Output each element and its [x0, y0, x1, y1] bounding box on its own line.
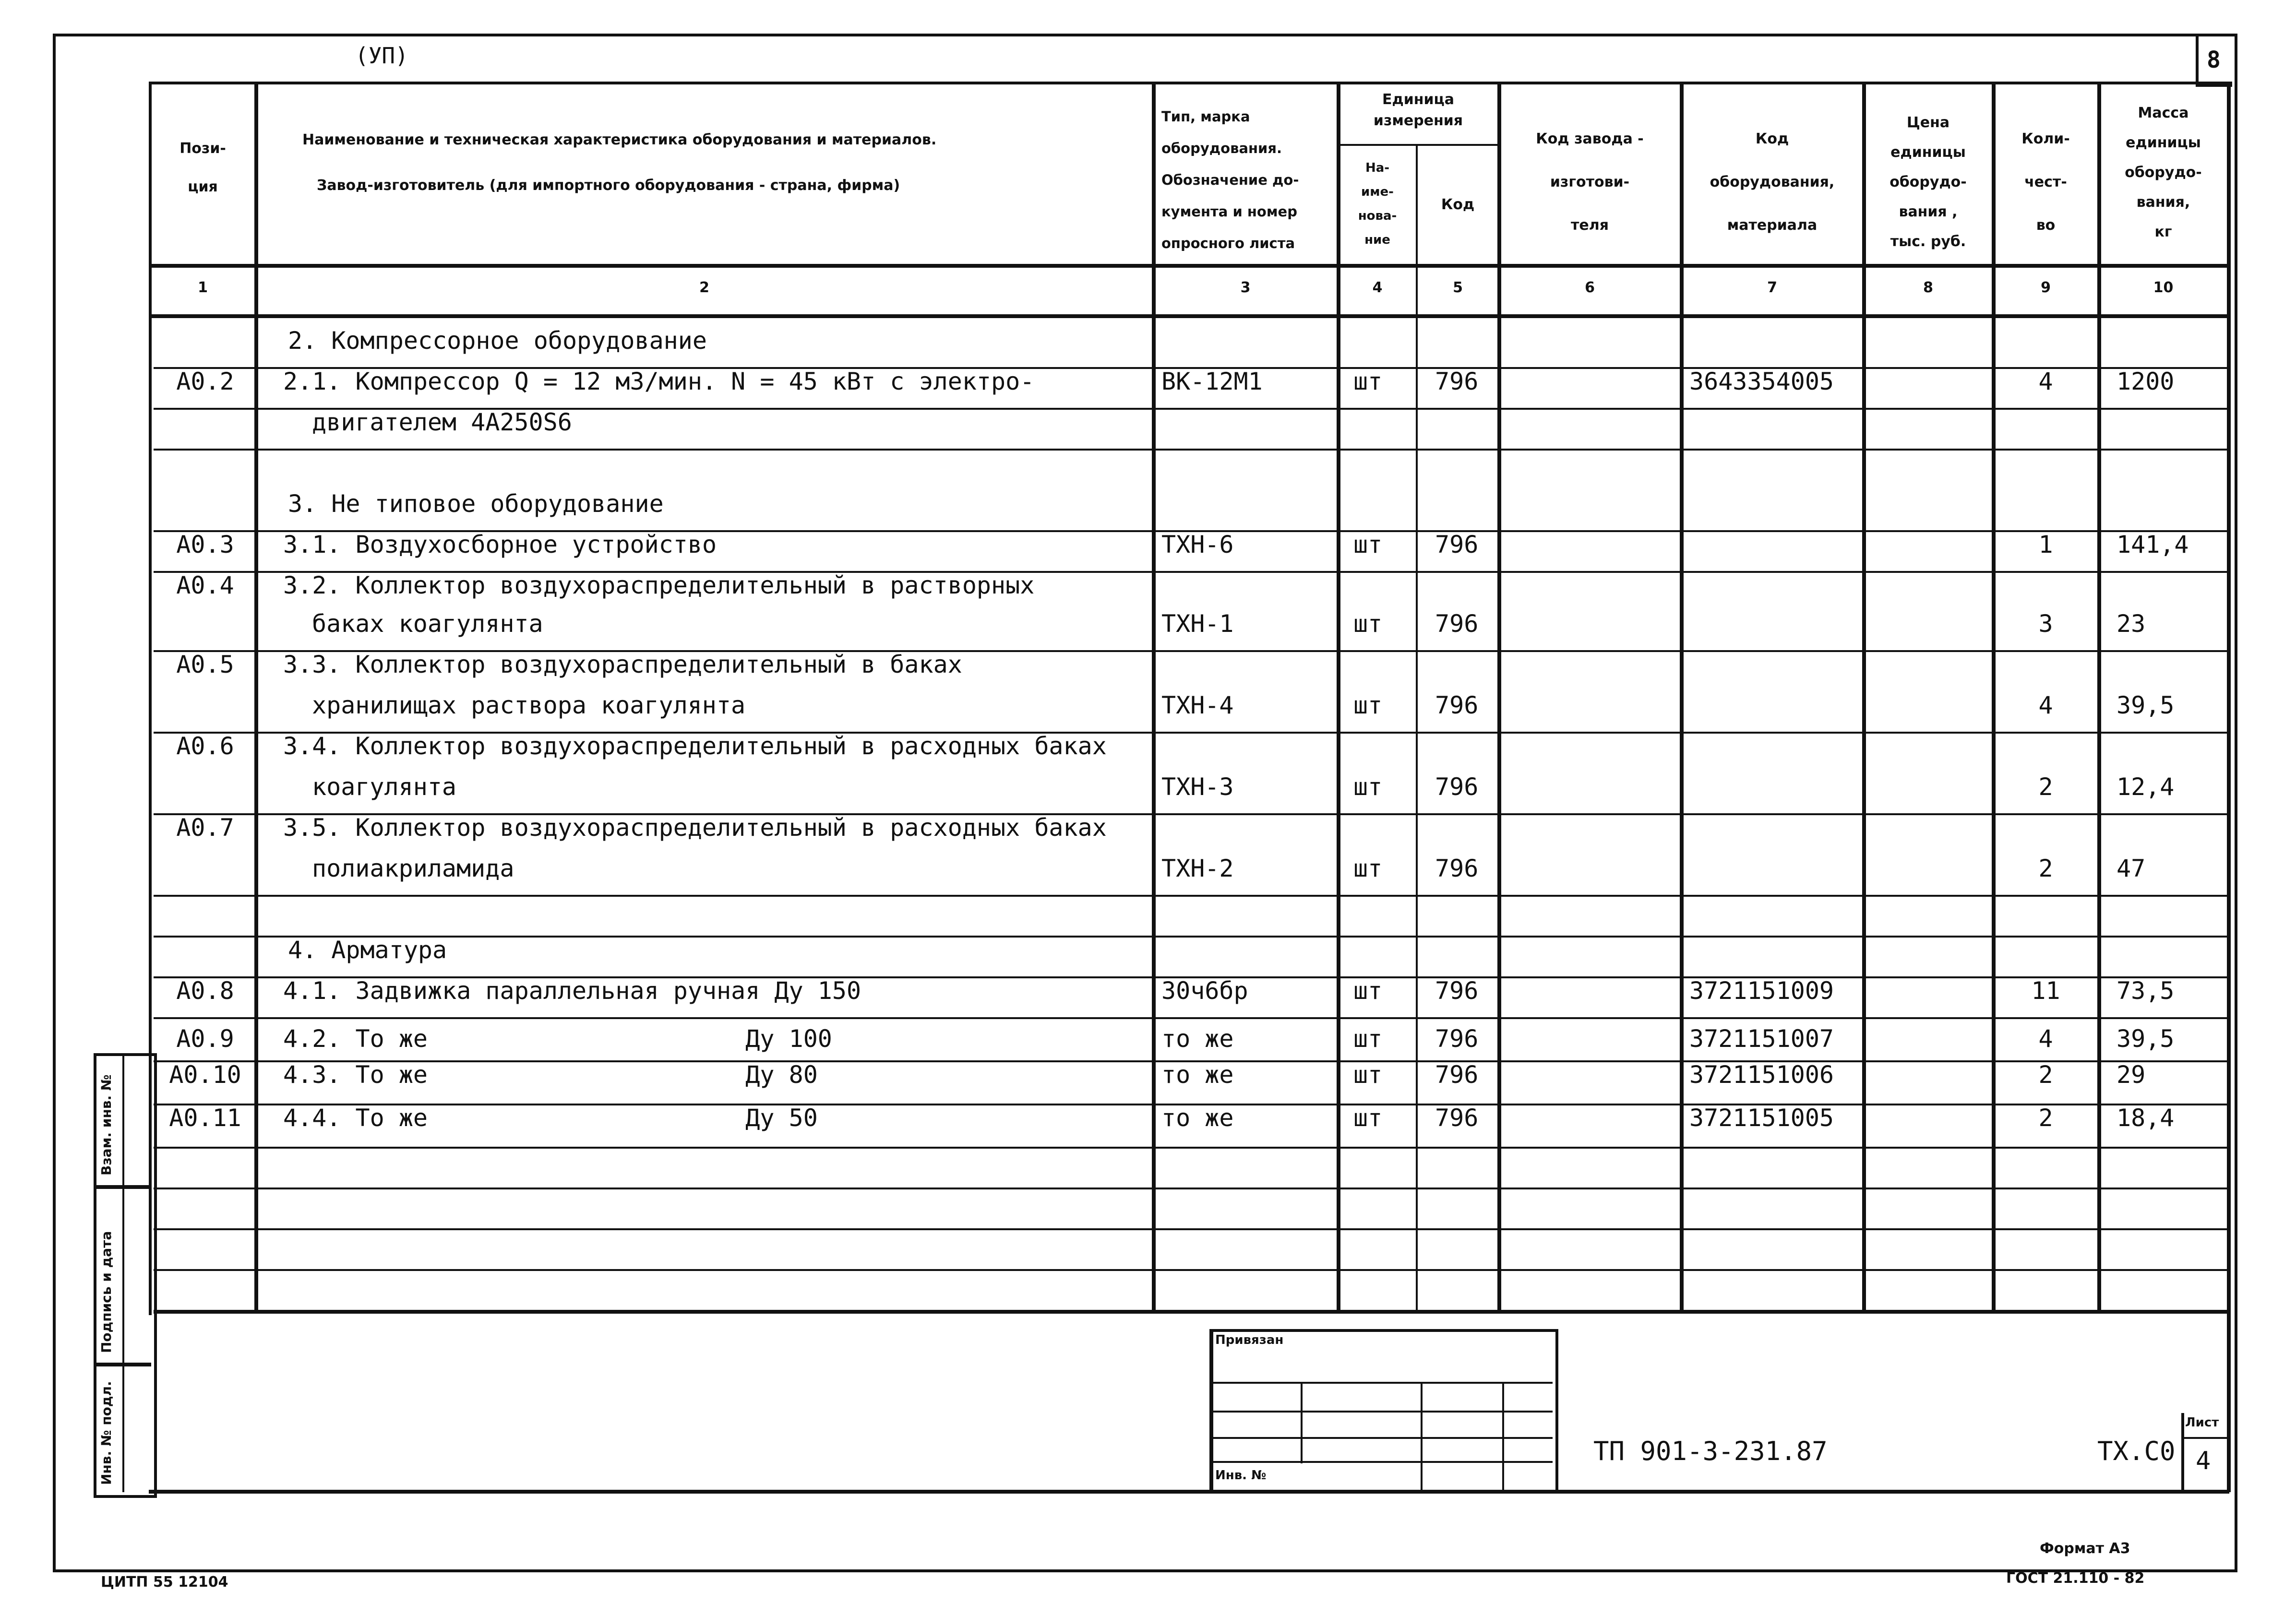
table-cell-mass: 39,5	[2117, 1025, 2175, 1053]
table-cell-qty: 2	[2038, 855, 2053, 882]
col-line-6	[1680, 82, 1684, 1312]
col-line-9	[2097, 82, 2101, 1312]
table-cell-mass: 73,5	[2117, 977, 2175, 1005]
privyazan-line	[1209, 1461, 1553, 1463]
table-cell-name: 4. Арматура	[288, 936, 447, 964]
table-cell-type: ТХН-6	[1161, 531, 1234, 558]
table-cell-qty: 2	[2038, 1104, 2053, 1132]
privyazan-line	[1209, 1437, 1553, 1439]
col-number: 8	[1923, 279, 1933, 296]
table-cell-name: баках коагулянта	[312, 610, 543, 638]
table-cell-type: то же	[1161, 1061, 1234, 1089]
table-cell-name: 4.4. То же Ду 50	[283, 1104, 818, 1132]
sheet-box-line	[2181, 1437, 2227, 1439]
table-cell-type: ТХН-2	[1161, 855, 1234, 882]
col-line-4	[1416, 144, 1418, 1312]
table-cell-unit: шт	[1353, 368, 1383, 395]
col-number: 9	[2041, 279, 2051, 296]
col-line-8	[1992, 82, 1996, 1312]
inv-no-label: Инв. №	[1215, 1468, 1267, 1483]
table-cell-name: 3. Не типовое оборудование	[288, 490, 664, 518]
col-header-position: Пози- ция	[179, 140, 226, 195]
document-code: ТХ.С0	[2097, 1436, 2176, 1466]
category-label: (УП)	[355, 43, 408, 69]
col-number: 10	[2153, 279, 2174, 296]
col-header-factory-code: Код завода - изготови- теля	[1536, 131, 1644, 234]
privyazan-label: Привязан	[1215, 1333, 1284, 1347]
col-header-quantity: Коли- чест- во	[2021, 131, 2070, 234]
table-cell-name: 4.3. То же Ду 80	[283, 1061, 818, 1089]
table-cell-equip-code: 3721151005	[1689, 1104, 1834, 1132]
table-cell-code: 796	[1435, 1104, 1479, 1132]
col-header-mass: Масса единицы оборудо- вания, кг	[2125, 105, 2202, 240]
table-cell-name: 4.1. Задвижка параллельная ручная Ду 150	[283, 977, 861, 1005]
col-line-3	[1337, 82, 1340, 1312]
table-cell-equip-code: 3721151007	[1689, 1025, 1834, 1053]
table-cell-type: 30ч6бр	[1161, 977, 1248, 1005]
table-cell-name: 3.5. Коллектор воздухораспределительный в расходных баках	[283, 814, 1107, 842]
col-header-type: Тип, марка оборудования. Обозначение до- кумента и номер опросного листа	[1161, 108, 1299, 251]
table-cell-unit: шт	[1353, 531, 1383, 558]
table-cell-name: 3.2. Коллектор воздухораспределительный в растворных	[283, 571, 1035, 599]
table-cell-qty: 4	[2038, 691, 2053, 719]
table-cell-type: то же	[1161, 1104, 1234, 1132]
table-cell-qty: 4	[2038, 1025, 2053, 1053]
side-label-podpis: Подпись и дата	[98, 1231, 114, 1353]
table-right-edge	[2227, 82, 2231, 1492]
table-cell-unit: шт	[1353, 1061, 1383, 1089]
col-number: 4	[1372, 279, 1383, 296]
col-number: 6	[1585, 279, 1595, 296]
col-header-price: Цена единицы оборудо- вания , тыс. руб.	[1889, 114, 1967, 250]
col-line-1	[254, 82, 258, 1312]
table-cell-unit: шт	[1353, 855, 1383, 882]
table-cell-name: полиакриламида	[312, 855, 514, 882]
privyazan-line	[1209, 1411, 1553, 1413]
table-cell-code: 796	[1435, 1025, 1479, 1053]
table-cell-unit: шт	[1353, 610, 1383, 638]
privyazan-line	[1209, 1382, 1553, 1384]
table-cell-name: коагулянта	[312, 773, 457, 801]
col-number: 7	[1767, 279, 1777, 296]
table-cell-code: 796	[1435, 855, 1479, 882]
table-cell-code: 796	[1435, 977, 1479, 1005]
table-cell-pos: А0.10	[169, 1061, 241, 1089]
privyazan-col	[1421, 1382, 1423, 1490]
table-cell-name: двигателем 4А250S6	[312, 408, 572, 436]
table-cell-type: ТХН-3	[1161, 773, 1234, 801]
page-number: 8	[2207, 47, 2221, 73]
col-header-name-line1: Наименование и техническая характеристика оборудования и материалов.	[302, 131, 937, 148]
table-cell-qty: 4	[2038, 368, 2053, 395]
row-separator	[154, 1269, 2227, 1271]
side-stamp-sep	[94, 1185, 151, 1189]
side-label-vzam: Взам. инв. №	[98, 1074, 114, 1176]
table-cell-name: 3.3. Коллектор воздухораспределительный в баках	[283, 651, 962, 678]
unit-subheader-line	[1339, 144, 1497, 146]
table-cell-name: хранилищах раствора коагулянта	[312, 691, 746, 719]
table-cell-mass: 18,4	[2117, 1104, 2175, 1132]
table-cell-mass: 29	[2117, 1061, 2146, 1089]
col-number: 3	[1240, 279, 1251, 296]
table-cell-equip-code: 3721151006	[1689, 1061, 1834, 1089]
row-separator	[154, 1188, 2227, 1189]
table-cell-name: 2.1. Компрессор Q = 12 м3/мин. N = 45 кВт с электро-	[283, 368, 1035, 395]
side-label-inv-podl: Инв. № подл.	[98, 1381, 114, 1485]
table-cell-pos: А0.4	[176, 571, 234, 599]
table-cell-pos: А0.9	[176, 1025, 234, 1053]
col-number: 1	[198, 279, 208, 296]
table-cell-qty: 3	[2038, 610, 2053, 638]
numbers-bottom-line	[149, 314, 2227, 318]
footer-format: Формат А3	[2040, 1540, 2130, 1557]
col-line-5	[1497, 82, 1501, 1312]
table-cell-code: 796	[1435, 773, 1479, 801]
footer-left: ЦИТП 55 12104	[101, 1574, 228, 1591]
table-cell-type: то же	[1161, 1025, 1234, 1053]
title-block-bottom	[149, 1490, 2229, 1494]
table-cell-qty: 11	[2031, 977, 2060, 1005]
table-cell-pos: А0.2	[176, 368, 234, 395]
table-cell-code: 796	[1435, 1061, 1479, 1089]
privyazan-col	[1502, 1382, 1504, 1490]
table-cell-pos: А0.5	[176, 651, 234, 678]
table-cell-equip-code: 3721151009	[1689, 977, 1834, 1005]
table-cell-mass: 39,5	[2117, 691, 2175, 719]
col-number: 2	[699, 279, 709, 296]
table-cell-mass: 23	[2117, 610, 2146, 638]
document-designation: ТП 901-3-231.87	[1593, 1436, 1828, 1466]
table-cell-name: 3.1. Воздухосборное устройство	[283, 531, 717, 558]
table-cell-type: ВК-12М1	[1161, 368, 1263, 395]
table-cell-name: 4.2. То же Ду 100	[283, 1025, 832, 1053]
table-cell-mass: 141,4	[2117, 531, 2189, 558]
table-cell-pos: А0.11	[169, 1104, 241, 1132]
col-header-name-line2: Завод-изготовитель (для импортного оборудования - страна, фирма)	[317, 177, 900, 194]
privyazan-col	[1301, 1382, 1303, 1463]
side-stamp-sep	[94, 1363, 151, 1366]
table-cell-mass: 1200	[2117, 368, 2175, 395]
table-cell-type: ТХН-1	[1161, 610, 1234, 638]
table-cell-pos: А0.8	[176, 977, 234, 1005]
table-cell-code: 796	[1435, 368, 1479, 395]
row-separator	[154, 1017, 2227, 1019]
table-cell-code: 796	[1435, 610, 1479, 638]
header-bottom-line	[149, 264, 2227, 268]
table-cell-type: ТХН-4	[1161, 691, 1234, 719]
col-header-equipment-code: Код оборудования, материала	[1710, 131, 1835, 234]
row-separator	[154, 1147, 2227, 1149]
side-stamp-divider	[122, 1053, 124, 1492]
table-bottom-line	[154, 1310, 2227, 1314]
table-cell-unit: шт	[1353, 773, 1383, 801]
table-cell-name: 3.4. Коллектор воздухораспределительный в расходных баках	[283, 732, 1107, 760]
sheet-label: Лист	[2185, 1415, 2219, 1430]
table-cell-mass: 12,4	[2117, 773, 2175, 801]
table-cell-pos: А0.3	[176, 531, 234, 558]
table-cell-mass: 47	[2117, 855, 2146, 882]
table-cell-qty: 2	[2038, 1061, 2053, 1089]
row-separator	[154, 449, 2227, 451]
row-separator	[154, 1228, 2227, 1230]
table-cell-unit: шт	[1353, 1025, 1383, 1053]
col-line-7	[1862, 82, 1866, 1312]
table-cell-code: 796	[1435, 531, 1479, 558]
table-cell-unit: шт	[1353, 691, 1383, 719]
table-cell-name: 2. Компрессорное оборудование	[288, 327, 707, 355]
sheet-number: 4	[2196, 1447, 2211, 1475]
col-number: 5	[1453, 279, 1463, 296]
table-cell-qty: 2	[2038, 773, 2053, 801]
table-cell-pos: А0.6	[176, 732, 234, 760]
table-cell-equip-code: 3643354005	[1689, 368, 1834, 395]
table-cell-qty: 1	[2038, 531, 2053, 558]
table-cell-unit: шт	[1353, 1104, 1383, 1132]
table-cell-pos: А0.7	[176, 814, 234, 842]
row-separator	[154, 895, 2227, 897]
table-cell-unit: шт	[1353, 977, 1383, 1005]
table-cell-code: 796	[1435, 691, 1479, 719]
footer-gost: ГОСТ 21.110 - 82	[2006, 1570, 2145, 1587]
col-header-unit: Единица измерения	[1373, 91, 1463, 129]
col-header-unit-name: На- име- нова- ние	[1358, 161, 1397, 247]
col-header-unit-code: Код	[1441, 196, 1475, 213]
